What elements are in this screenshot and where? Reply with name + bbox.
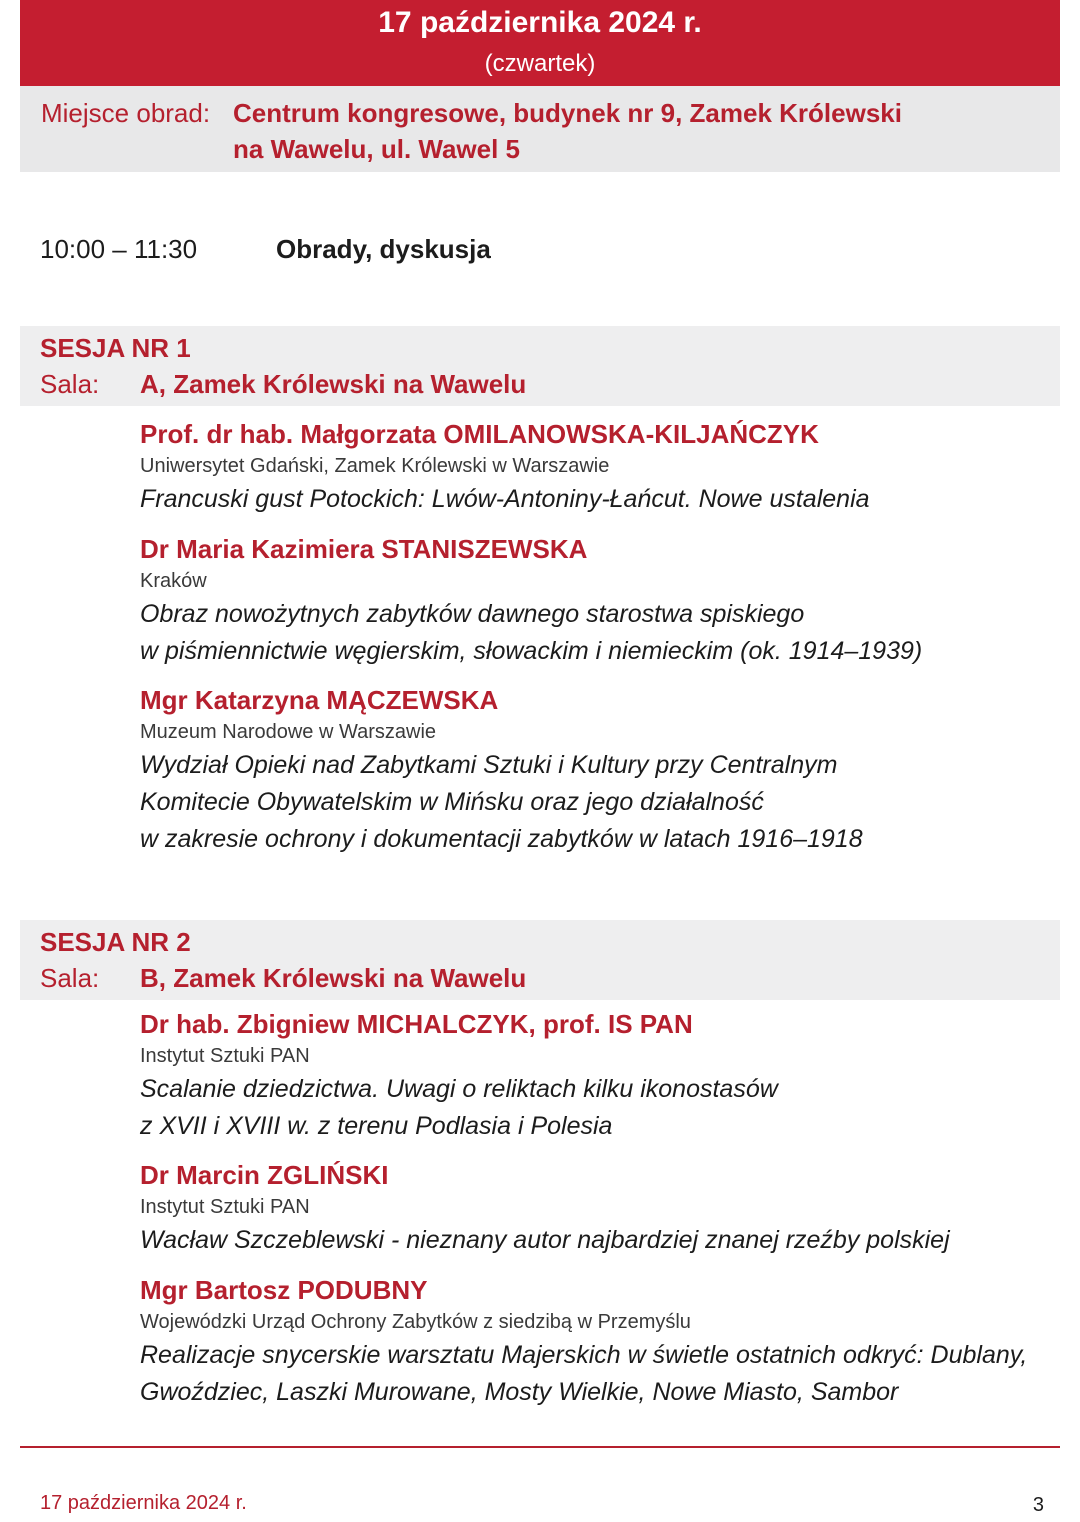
speaker-institution: Wojewódzki Urząd Ochrony Zabytków z siedzibą w Przemyślu (140, 1311, 691, 1333)
talk-topic: Realizacje snycerskie warsztatu Majerskich w świetle ostatnich odkryć: Dublany, (140, 1341, 1028, 1369)
talk-entry (140, 1007, 1040, 1145)
talk-topic: Scalanie dziedzictwa. Uwagi o reliktach kilku ikonostasów (140, 1075, 778, 1103)
speaker-name: Prof. dr hab. Małgorzata OMILANOWSKA-KILJAŃCZYK (140, 419, 819, 449)
speaker-name: Dr Marcin ZGLIŃSKI (140, 1160, 389, 1190)
speaker-name: Mgr Katarzyna MĄCZEWSKA (140, 685, 499, 715)
header-day: (czwartek) (484, 50, 596, 77)
speaker-institution: Kraków (140, 570, 207, 592)
session-header (20, 326, 1060, 406)
venue-line: na Wawelu, ul. Wawel 5 (233, 134, 521, 164)
speaker-name: Dr Maria Kazimiera STANISZEWSKA (140, 534, 588, 564)
schedule-time: 10:00 – 11:30 (40, 234, 198, 264)
talk-topic: z XVII i XVIII w. z terenu Podlasia i Polesia (140, 1112, 613, 1140)
speaker-institution: Uniwersytet Gdański, Zamek Królewski w Warszawie (140, 455, 610, 477)
venue-label: Miejsce obrad: (41, 98, 211, 128)
talk-entry (140, 417, 1040, 518)
venue-line: Centrum kongresowe, budynek nr 9, Zamek Królewski (233, 98, 902, 128)
footer-date: 17 października 2024 r. (40, 1492, 247, 1514)
header-date: 17 października 2024 r. (378, 6, 702, 39)
session-title: SESJA NR 1 (40, 333, 191, 363)
session-header (20, 920, 1060, 1000)
talk-topic: w zakresie ochrony i dokumentacji zabytków w latach 1916–1918 (140, 825, 863, 853)
venue-box (20, 86, 1060, 172)
speaker-institution: Instytut Sztuki PAN (140, 1045, 310, 1067)
session-room: A, Zamek Królewski na Wawelu (140, 369, 527, 399)
speaker-institution: Instytut Sztuki PAN (140, 1196, 310, 1218)
sala-label: Sala: (40, 369, 100, 399)
speaker-name: Mgr Bartosz PODUBNY (140, 1275, 428, 1305)
speaker-institution: Muzeum Narodowe w Warszawie (140, 721, 437, 743)
date-header (20, 0, 1060, 86)
footer-divider (20, 1446, 1060, 1448)
talk-topic: Wydział Opieki nad Zabytkami Sztuki i Kultury przy Centralnym (140, 751, 838, 779)
talk-entry (140, 532, 1040, 670)
page-number: 3 (1032, 1494, 1044, 1516)
talk-entry (140, 1273, 1040, 1411)
session-title: SESJA NR 2 (40, 927, 191, 957)
talk-topic: Wacław Szczeblewski - nieznany autor najbardziej znanej rzeźby polskiej (140, 1226, 950, 1254)
talk-topic: Obraz nowożytnych zabytków dawnego starostwa spiskiego (140, 600, 805, 628)
talk-topic: Komitecie Obywatelskim w Mińsku oraz jego działalność (140, 788, 764, 816)
talk-topic: Francuski gust Potockich: Lwów-Antoniny-Łańcut. Nowe ustalenia (140, 485, 870, 513)
talk-topic: Gwoździec, Laszki Murowane, Mosty Wielkie, Nowe Miasto, Sambor (140, 1378, 899, 1406)
speaker-name: Dr hab. Zbigniew MICHALCZYK, prof. IS PAN (140, 1009, 693, 1039)
talk-entry (140, 1158, 1040, 1259)
schedule-title: Obrady, dyskusja (276, 234, 491, 264)
talk-entry (140, 683, 1040, 858)
sala-label: Sala: (40, 963, 100, 993)
session-room: B, Zamek Królewski na Wawelu (140, 963, 527, 993)
talk-topic: w piśmiennictwie węgierskim, słowackim i niemieckim (ok. 1914–1939) (140, 637, 923, 665)
